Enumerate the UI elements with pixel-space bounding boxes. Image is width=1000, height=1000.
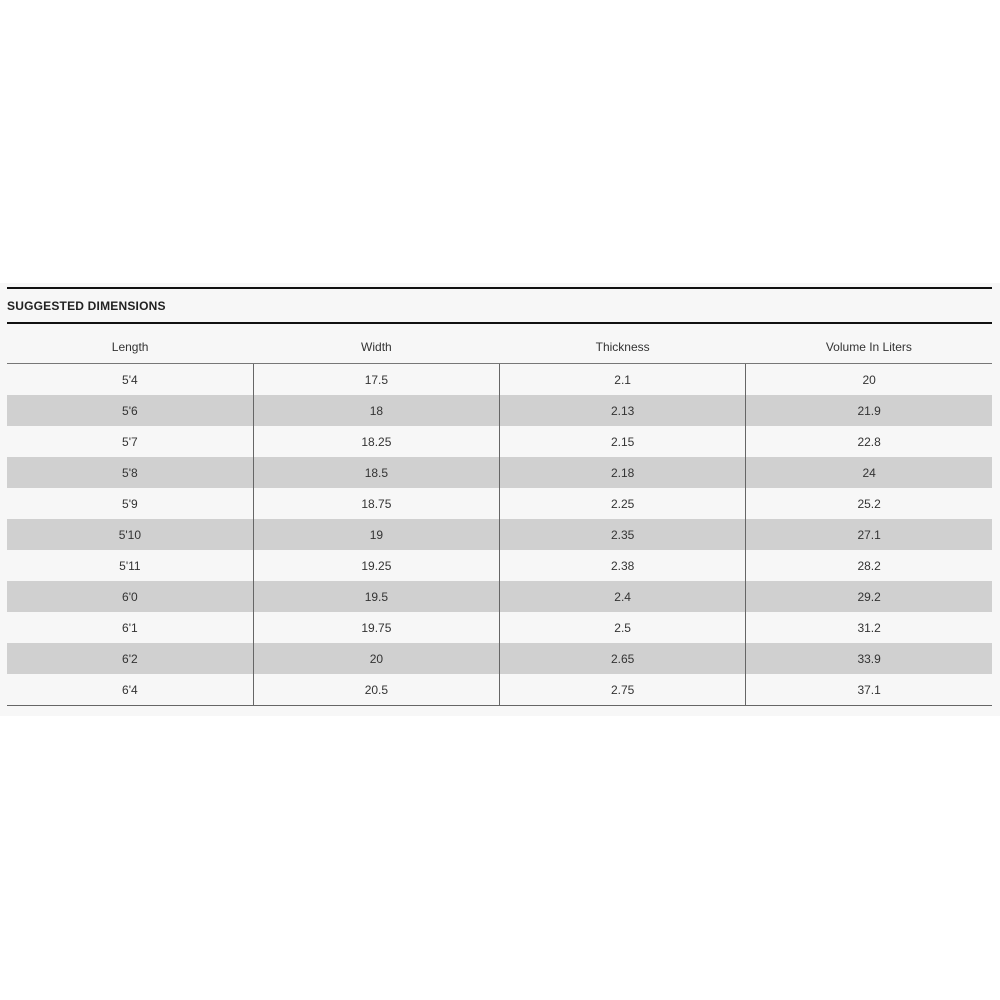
table-row [7, 519, 992, 550]
table-body [7, 364, 992, 706]
length-cell: 6'0 [7, 581, 253, 612]
length-cell: 5'7 [122, 434, 138, 449]
width-cell: 18.75 [253, 488, 499, 519]
table-row [7, 550, 992, 581]
length-cell: 5'4 [122, 372, 138, 387]
thickness-cell: 2.5 [500, 612, 746, 643]
volume-cell: 20 [746, 364, 992, 396]
length-cell: 5'6 [7, 395, 253, 426]
table-row [7, 674, 992, 706]
table-row [7, 426, 992, 457]
column-header-length: Length [7, 331, 253, 364]
volume-cell: 27.1 [746, 519, 992, 550]
width-cell: 17.5 [253, 364, 499, 396]
thickness-cell: 2.1 [500, 364, 746, 396]
thickness-cell: 2.75 [500, 674, 746, 706]
width-cell: 19.25 [253, 550, 499, 581]
table-row [7, 488, 992, 519]
table-row [7, 581, 992, 612]
volume-cell: 25.2 [746, 488, 992, 519]
length-cell: 5'9 [122, 496, 138, 511]
width-cell: 19 [253, 519, 499, 550]
volume-cell: 33.9 [746, 643, 992, 674]
width-cell: 18.5 [253, 457, 499, 488]
table-row [7, 395, 992, 426]
thickness-cell: 2.65 [500, 643, 746, 674]
column-header-width: Width [253, 331, 499, 364]
width-cell: 20 [253, 643, 499, 674]
title-bottom-rule [7, 322, 992, 324]
column-header-volume: Volume In Liters [746, 331, 992, 364]
length-cell: 6'2 [7, 643, 253, 674]
column-header-thickness: Thickness [500, 331, 746, 364]
width-cell: 19.75 [253, 612, 499, 643]
table-row [7, 457, 992, 488]
length-cell: 6'1 [122, 620, 138, 635]
width-cell: 18 [253, 395, 499, 426]
title-top-rule [7, 287, 992, 289]
length-cell: 5'10 [7, 519, 253, 550]
width-cell: 20.5 [253, 674, 499, 706]
thickness-cell: 2.25 [500, 488, 746, 519]
volume-cell: 28.2 [746, 550, 992, 581]
thickness-cell: 2.13 [500, 395, 746, 426]
volume-cell: 21.9 [746, 395, 992, 426]
table-row [7, 612, 992, 643]
thickness-cell: 2.15 [500, 426, 746, 457]
thickness-cell: 2.4 [500, 581, 746, 612]
length-cell: 5'8 [7, 457, 253, 488]
thickness-cell: 2.35 [500, 519, 746, 550]
volume-cell: 31.2 [746, 612, 992, 643]
thickness-cell: 2.18 [500, 457, 746, 488]
width-cell: 19.5 [253, 581, 499, 612]
volume-cell: 29.2 [746, 581, 992, 612]
header-row [7, 331, 992, 364]
table-row [7, 643, 992, 674]
volume-cell: 22.8 [746, 426, 992, 457]
dimensions-table [7, 331, 992, 706]
width-cell: 18.25 [253, 426, 499, 457]
table-row [7, 364, 992, 396]
thickness-cell: 2.38 [500, 550, 746, 581]
length-cell: 6'4 [7, 674, 253, 706]
length-cell: 5'11 [119, 558, 141, 573]
section-title: SUGGESTED DIMENSIONS [7, 299, 166, 313]
dimensions-panel [0, 283, 1000, 716]
volume-cell: 37.1 [746, 674, 992, 706]
volume-cell: 24 [746, 457, 992, 488]
